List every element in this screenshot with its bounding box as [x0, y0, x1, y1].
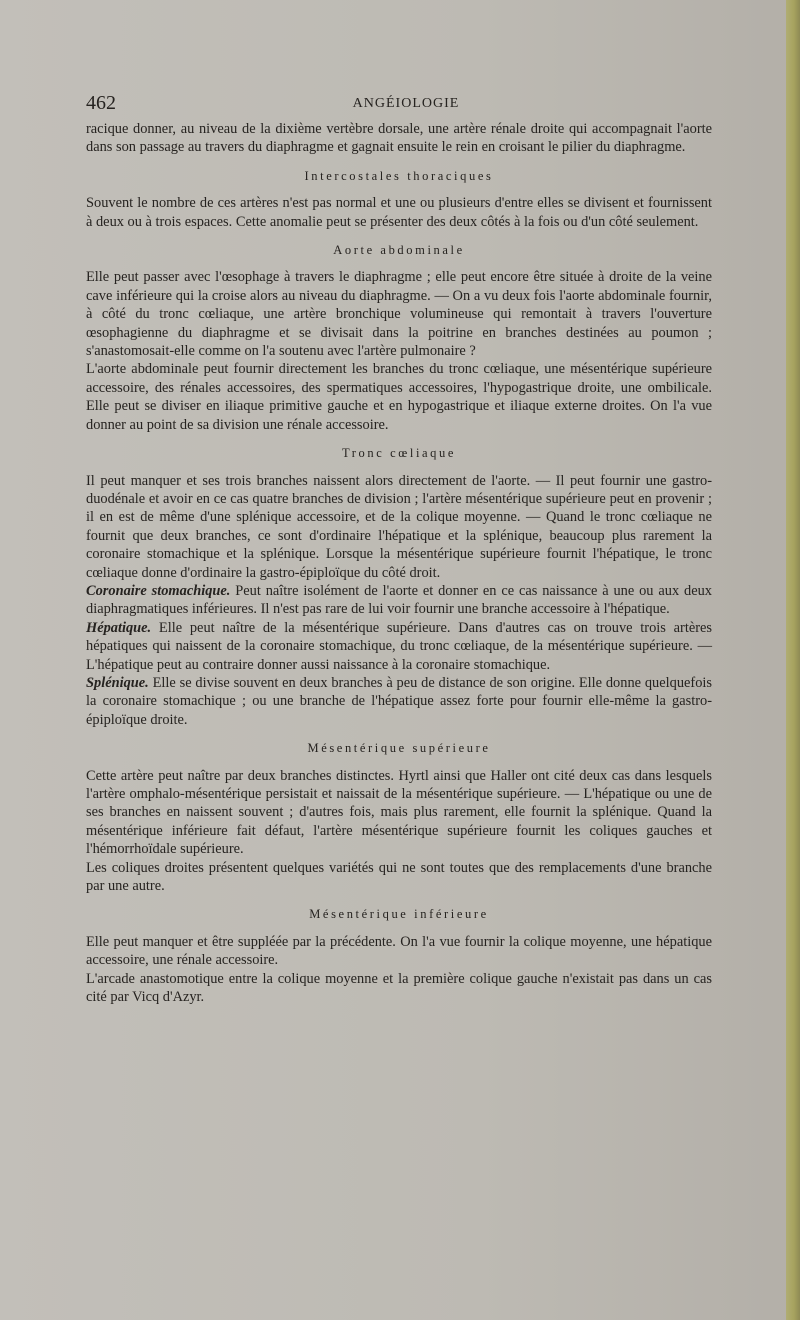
body-text — [86, 120, 712, 1006]
section-heading: Intercostales thoraciques — [304, 168, 494, 183]
paragraph-text: Il peut manquer et ses trois branches naissent alors directement de l'aorte. — Il peut fournir une gastro-duodénale et avoir en ce cas quatre branches de division ; l'artère mésentérique supérieure peut en provenir ; il en est de même d'une splénique accessoire, et de la colique moyenne. — Quand le tronc cœliaque ne fournit que deux branches, ce sont d'ordinaire l'hépatique et la splénique, beaucoup plus rarement la coronaire stomachique et la splénique. Lorsque la mésentérique supérieure fournit l'hépatique, le tronc cœliaque donne d'ordinaire la gastro-épiploïque du côté droit. — [86, 472, 712, 581]
paragraph-text: Souvent le nombre de ces artères n'est pas normal et une ou plusieurs d'entre elles se divisent et fournissent à deux ou à trois espaces. Cette anomalie peut se présenter des deux côtés à la fois ou d'un côté seulement. — [86, 195, 712, 230]
page-header — [86, 92, 726, 114]
paragraph — [86, 472, 712, 582]
section-mesenterique-inferieure — [86, 905, 712, 1006]
paragraph-text: Elle peut naître de la mésentérique supérieure. Dans d'autres cas on trouve trois artères hépatiques qui naissent de la coronaire stomachique, du tronc cœliaque, de la mésentérique supérieure. — L'hépatique peut au contraire donner aussi naissance à la coronaire stomachique. — [86, 619, 712, 673]
intro-paragraph: racique donner, au niveau de la dixième vertèbre dorsale, une artère rénale droite qui accompagnait l'aorte dans son passage au travers du diaphragme et gagnait ensuite le rein en croisant le pilier du diaphragme. — [86, 121, 712, 156]
paragraph-lead: Coronaire stomachique. — [86, 582, 231, 599]
section-heading: Tronc cœliaque — [341, 446, 457, 461]
paragraph-lead: Splénique. — [86, 674, 149, 691]
paragraph-text: Elle se divise souvent en deux branches à peu de distance de son origine. Elle donne quelquefois la coronaire stomachique ; ou une branche de l'hépatique assez forte pour fournir elle-même la gastro-épiploïque droite. — [86, 674, 712, 728]
paragraph — [86, 360, 712, 434]
section-aorte-abdominale — [86, 241, 712, 434]
section-heading: Mésentérique inférieure — [309, 907, 489, 922]
running-head: ANGÉIOLOGIE — [352, 96, 460, 111]
section-heading: Aorte abdominale — [333, 243, 465, 258]
paragraph — [86, 767, 712, 859]
paragraph — [86, 582, 712, 619]
paragraph-text: Peut naître isolément de l'aorte et donner en ce cas naissance à une ou aux deux diaphragmatiques inférieures. Il n'est pas rare de lui voir fournir une branche accessoire à l'hépatique. — [86, 582, 712, 618]
section-heading: Mésentérique supérieure — [307, 741, 491, 756]
paragraph — [86, 619, 712, 674]
section-intercostales — [86, 167, 712, 231]
section-tronc-coeliaque — [86, 444, 712, 729]
paragraph-text: L'aorte abdominale peut fournir directement les branches du tronc cœliaque, une mésentérique supérieure accessoire, des rénales accessoires, des spermatiques accessoires, l'hypogastrique droite, une ombilicale. Elle peut se diviser en iliaque primitive gauche et en hypogastrique et iliaque externe droites. On l'a vue donner au point de sa division une rénale accessoire. — [86, 361, 712, 433]
paragraph — [86, 194, 712, 231]
paragraph-text: Elle peut manquer et être suppléée par la précédente. On l'a vue fournir la colique moyenne, une hépatique accessoire, une rénale accessoire. — [86, 933, 712, 969]
paragraph — [86, 970, 712, 1007]
paragraph-text: Elle peut passer avec l'œsophage à travers le diaphragme ; elle peut encore être située à droite de la veine cave inférieure qui la croise alors au niveau du diaphragme. — On a vu deux fois l'aorte abdominale fournir, à côté du tronc cœliaque, une artère bronchique volumineuse qui remontait à travers l'ouverture œsophagienne du diaphragme et se divisait dans la poitrine en branches destinées au poumon ; s'anastomosait-elle comme on l'a soutenu avec l'artère pulmonaire ? — [86, 269, 712, 360]
paragraph — [86, 859, 712, 896]
paragraph-text: L'arcade anastomotique entre la colique moyenne et la première colique gauche n'existait pas dans un cas cité par Vicq d'Azyr. — [86, 970, 712, 1006]
page-number: 462 — [86, 92, 116, 114]
section-mesenterique-superieure — [86, 739, 712, 895]
paragraph — [86, 268, 712, 360]
page-edge — [786, 0, 800, 1320]
paragraph — [86, 933, 712, 970]
paragraph — [86, 674, 712, 729]
paragraph-text: Cette artère peut naître par deux branches distinctes. Hyrtl ainsi que Haller ont cité deux cas dans lesquels l'artère omphalo-mésentérique persistait et naissait de la mésentérique supérieure. — L'hépatique ou une de ses branches en naissent souvent ; d'autres fois, mais plus rarement, elle fournit la splénique. Quand la mésentérique inférieure fait défaut, l'artère mésentérique supérieure fournit les coliques gauches et l'hémorrhoïdale supérieure. — [86, 767, 712, 858]
paragraph-text: Les coliques droites présentent quelques variétés qui ne sont toutes que des remplacements d'une branche par une autre. — [86, 859, 712, 895]
paragraph-lead: Hépatique. — [86, 619, 152, 636]
